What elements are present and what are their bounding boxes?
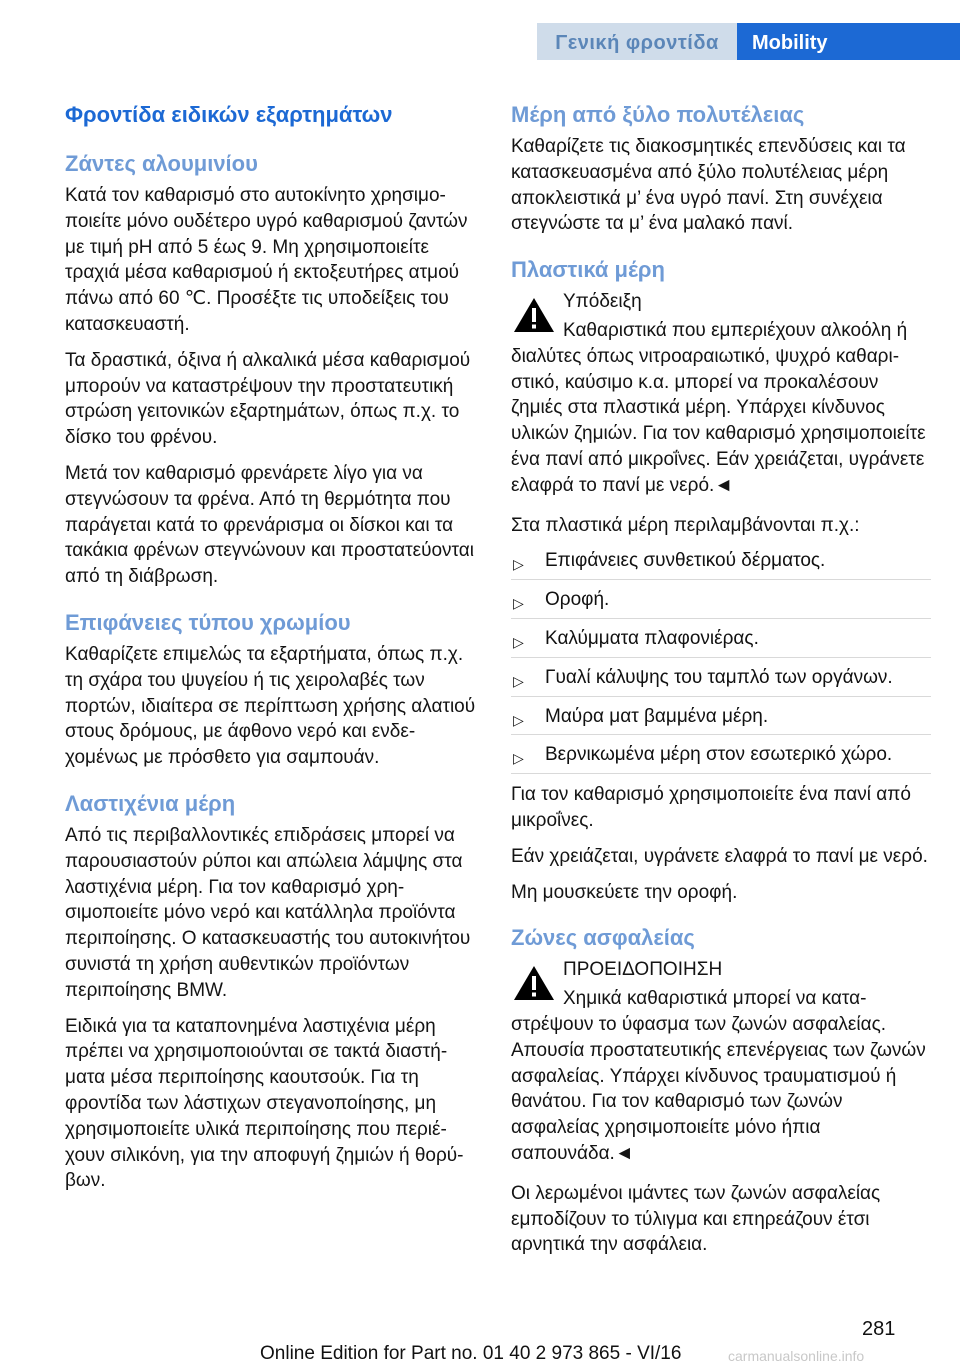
triangle-right-icon: ▷ — [513, 556, 524, 573]
triangle-right-icon: ▷ — [513, 750, 524, 767]
paragraph: Καθαρίζετε επιμελώς τα εξαρτήματα, όπως π.χ. τη σχάρα του ψυγείου ή τις χειρολαβές των πορτών, ιδιαίτερα σε περίπτωση χρήσης αλατιού στους δρόμους, με άφθονο νερό και ενδεχομένως με πρόσθετο για σαμπουάν. — [65, 643, 476, 769]
edition-footer: Online Edition for Part no. 01 40 2 973 865 - VI/16 — [260, 1343, 682, 1364]
section-tab[interactable]: Γενική φροντίδα — [537, 23, 737, 60]
paragraph: Για τον καθαρισμό χρησιμοποιείτε ένα πανί από μικροΐνες. — [511, 784, 911, 831]
triangle-right-icon: ▷ — [513, 672, 524, 689]
warning-box — [511, 957, 931, 1166]
paragraph: Κατά τον καθαρισμό στο αυτοκίνητο χρησιμοποιείτε μόνο ουδέτερο υγρό καθαρισμού ζαντών με τιμή pH από 5 έως 9. Μη χρησιμοποιείτε τραχιά μέσα καθαρισμού ή εκτοξευτήρες ατμού πάνω από 60 ℃. Προσέξτε τις υποδείξεις του κατασκευαστή. — [65, 185, 468, 335]
paragraph: Μετά τον καθαρισμό φρενάρετε λίγο για να στεγνώσουν τα φρένα. Από τη θερμότητα που παράγεται κατά το φρενάρισμα οι δίσκοι και τα τακάκια φρένων στεγνώνουν και προστατεύονται από τη διάβρωση. — [65, 462, 475, 588]
list-item: ▷ Επιφάνειες συνθετικού δέρματος. — [511, 548, 931, 580]
list-intro: Στα πλαστικά μέρη περιλαμβάνονται π.χ.: — [511, 514, 860, 536]
paragraph: Τα δραστικά, όξινα ή αλκαλικά μέσα καθαρισμού μπορούν να καταστρέψουν την προστατευτική στρώση γειτονικών εξαρτημάτων, όπως π.χ. το δίσκο του φρένου. — [65, 349, 471, 449]
paragraph: Οι λερωμένοι ιμάντες των ζωνών ασφαλείας εμποδίζουν το τύλιγμα και επηρεάζουν έτσι αρνητικά την ασφάλεια. — [511, 1182, 881, 1256]
paragraph: Από τις περιβαλλοντικές επιδράσεις μπορεί να παρουσιαστούν ρύποι και απώλεια λάμψης στα λαστιχένια μέρη. Για τον καθαρισμό χρησιμοποιείτε μόνο νερό και κατάλληλα προϊόντα περιποίησης. Ο κατασκευαστής του αυτοκινήτου συνιστά τη χρήση αυθεντικών προϊόντων περιποίησης BMW. — [65, 824, 471, 1001]
list-item: ▷ Γυαλί κάλυψης του ταμπλό των οργάνων. — [511, 665, 931, 697]
notice-box — [511, 289, 931, 498]
section-rubber — [65, 787, 480, 1194]
section-aluminum-wheels — [65, 147, 480, 590]
section-heading: Πλαστικά μέρη — [511, 257, 665, 283]
notice-title: Υπόδειξη — [563, 291, 642, 313]
watermark: carmanualsonline.info — [728, 1348, 865, 1364]
section-heading: Μέρη από ξύλο πολυτέλειας — [511, 102, 805, 127]
paragraph: Εάν χρειάζεται, υγράνετε ελαφρά το πανί με νερό. — [511, 845, 928, 867]
page-number: 281 — [862, 1318, 896, 1340]
section-heading: Επιφάνειες τύπου χρωμίου — [65, 609, 351, 635]
list-item: ▷ Βερνικωμένα μέρη στον εσωτερικό χώρο. — [511, 742, 931, 774]
triangle-right-icon: ▷ — [513, 633, 524, 650]
warning-triangle-icon — [513, 297, 555, 333]
section-heading: Λαστιχένια μέρη — [65, 790, 236, 816]
right-column — [511, 98, 931, 1274]
paragraph: Ειδικά για τα καταπονημένα λαστιχένια μέρη πρέπει να χρησιμοποιούνται σε τακτά διαστήματα μέσα περιποίησης καουτσούκ. Για τη φροντίδα των λάστιχων στεγανοποίησης, μη χρησιμοποιείτε υλικά περιποίησης που περιέχουν σιλικόνη, για την αποφυγή ζημιών ή θορύβων. — [65, 1015, 464, 1192]
page-header — [0, 0, 960, 60]
warning-text: Χημικά καθαριστικά μπορεί να καταστρέψουν το ύφασμα των ζωνών ασφαλείας. Απουσία προστατευτικής επενέργειας των ζωνών ασφαλείας. Υπάρχει κίνδυνος τραυματισμού ή θανάτου. Για τον καθαρισμό των ζωνών ασφαλείας χρησιμοποιείτε μόνο ήπια σαπουνάδα.◄ — [511, 988, 926, 1164]
list-item: ▷ Οροφή. — [511, 587, 931, 619]
warning-title: ΠΡΟΕΙΔΟΠΟΙΗΣΗ — [563, 959, 723, 981]
section-chrome — [65, 606, 480, 771]
section-wood — [511, 98, 931, 237]
paragraph: Καθαρίζετε τις διακοσμητικές επενδύσεις και τα κατασκευασμένα από ξύλο πολυτέλειας μέρη αποκλειστικά μ’ ένα υγρό πανί. Στη συνέχεια στεγνώστε τα μ’ ένα μαλακό πανί. — [511, 136, 906, 235]
section-plastic — [511, 253, 931, 905]
section-heading: Ζώνες ασφαλείας — [511, 925, 695, 951]
notice-text: Καθαριστικά που εμπεριέχουν αλκοόλη ή διαλύτες όπως νιτροαραιωτικό, ψυχρό καθαριστικό, καύσιμο κ.α. μπορεί να προκαλέσουν ζημιές στα πλαστικά μέρη. Υπάρχει κίνδυνος υλικών ζημιών. Για τον καθαρισμό χρησιμοποιείτε ένα πανί από μικροΐνες. Εάν χρειάζεται, υγράνετε ελαφρά το πανί με νερό.◄ — [511, 319, 926, 496]
left-column — [65, 98, 480, 1210]
triangle-right-icon: ▷ — [513, 711, 524, 728]
triangle-right-icon: ▷ — [513, 595, 524, 612]
list-item: ▷ Καλύμματα πλαφονιέρας. — [511, 626, 931, 658]
page-title: Φροντίδα ειδικών εξαρτημάτων — [65, 102, 393, 127]
warning-triangle-icon — [513, 965, 555, 1001]
paragraph: Μη μουσκεύετε την οροφή. — [511, 881, 738, 903]
chapter-tab[interactable]: Mobility — [737, 23, 960, 60]
section-heading: Ζάντες αλουμινίου — [65, 151, 258, 176]
section-seat-belts — [511, 921, 931, 1258]
list-item: ▷ Μαύρα ματ βαμμένα μέρη. — [511, 704, 931, 736]
plastic-parts-list — [511, 548, 931, 774]
